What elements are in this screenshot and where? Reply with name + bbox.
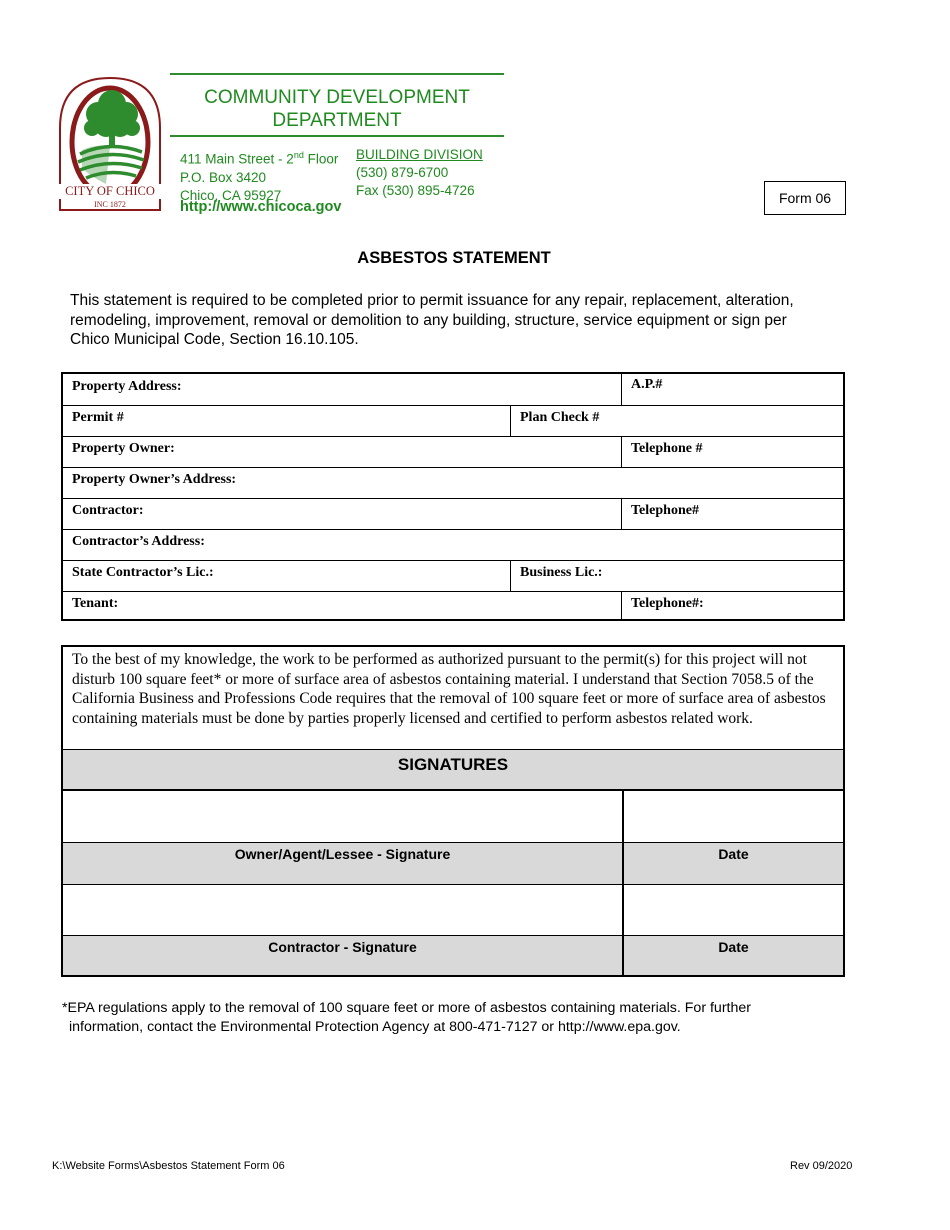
file-path: K:\Website Forms\Asbestos Statement Form 06 [52,1160,285,1172]
logo-incorporated: INC 1872 [94,200,126,209]
department-name: COMMUNITY DEVELOPMENT DEPARTMENT [204,87,470,131]
intro-paragraph: This statement is required to be completed prior to permit issuance for any repair, replacement, alteration, remodeling, improvement, removal or demolition to any building, structure, service equipment or sign per Chico Municipal Code, Section 16.10.105. [70,292,794,348]
property-owner-field[interactable]: Property Owner: [72,441,175,456]
fax-number: Fax (530) 895-4726 [356,183,475,198]
certification-box [61,645,845,977]
website-link[interactable]: http://www.chicoca.gov [180,199,342,215]
po-box: P.O. Box 3420 [180,169,267,185]
table-row [63,467,843,499]
contractor-field[interactable]: Contractor: [72,503,144,518]
contractor-signature-input[interactable] [63,885,622,935]
form-number-badge: Form 06 [764,181,846,215]
plan-check-field[interactable]: Plan Check # [510,405,843,436]
certification-statement: To the best of my knowledge, the work to be performed as authorized pursuant to the permit(s) for this project will not disturb 100 square feet* or more of surface area of asbestos containing material. I understand that Section 7058.5 of the California Business and Professions Code requires that the removal of 100 square feet or more of surface area of asbestos containing materials must be done by parties properly licensed and certified to perform asbestos related work. [72,651,826,727]
table-row [63,591,843,619]
business-license-field[interactable]: Business Lic.: [510,560,843,591]
owner-date-label: Date [622,843,843,884]
division-name: BUILDING DIVISION [356,147,483,162]
owner-telephone-field[interactable]: Telephone # [621,436,843,467]
street-address: 411 Main Street - 2nd Floor [180,150,339,167]
tenant-field[interactable]: Tenant: [72,596,119,611]
owner-date-input[interactable] [622,791,843,842]
document-title: ASBESTOS STATEMENT [357,249,551,267]
city-of-chico-logo [56,76,164,216]
division-contact [356,146,483,200]
phone-number: (530) 879-6700 [356,165,449,180]
contractor-address-field[interactable]: Contractor’s Address: [72,534,205,549]
table-row [63,529,843,561]
table-row [63,374,843,406]
property-info-table [61,372,845,621]
table-row [63,560,843,592]
contractor-signature-row [63,885,843,936]
table-row [63,405,843,437]
owner-signature-input[interactable] [63,791,622,842]
tenant-telephone-field[interactable]: Telephone#: [621,591,843,619]
contractor-signature-label: Contractor - Signature [268,939,417,955]
contractor-date-input[interactable] [622,885,843,935]
ap-number-field[interactable]: A.P.# [621,374,843,405]
revision-date: Rev 09/2020 [790,1160,853,1172]
table-row [63,498,843,530]
owner-signature-label-row [63,843,843,885]
logo-city-name: CITY OF CHICO [56,184,164,199]
owner-address-field[interactable]: Property Owner’s Address: [72,472,237,487]
contractor-telephone-field[interactable]: Telephone# [621,498,843,529]
contractor-signature-label-row [63,936,843,975]
header-rule-bottom [170,135,504,137]
epa-footnote: *EPA regulations apply to the removal of 100 square feet or more of asbestos containing materials. For further information, contact the Environmental Protection Agency at 800-471-7127 or http://www.epa.gov. [62,1000,751,1035]
table-row [63,436,843,468]
mailing-address [180,146,338,205]
permit-number-field[interactable]: Permit # [72,410,124,425]
property-address-field[interactable]: Property Address: [72,379,182,394]
owner-signature-row [63,791,843,843]
signatures-heading: SIGNATURES [63,749,843,791]
owner-signature-label: Owner/Agent/Lessee - Signature [234,846,451,862]
contractor-date-label: Date [622,936,843,975]
state-license-field[interactable]: State Contractor’s Lic.: [72,565,214,580]
header-rule-top [170,73,504,75]
city-state-zip: Chico, CA 95927 [180,187,282,203]
